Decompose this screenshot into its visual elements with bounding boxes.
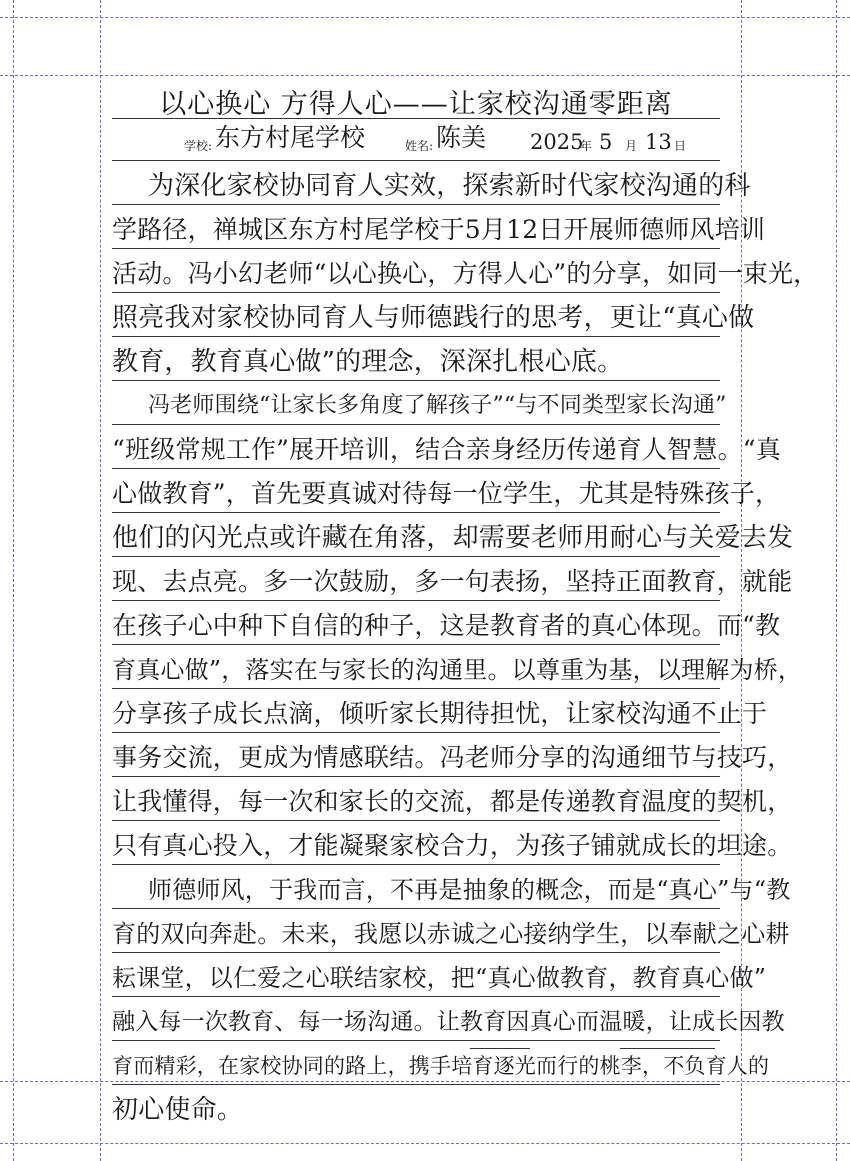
dashed-cut-guide-top-inner [0, 75, 850, 76]
essay-line: 他们的闪光点或许藏在角落，却需要老师用耐心与关爱去发 [112, 523, 794, 553]
essay-line: 照亮我对家校协同育人与师德践行的思考，更让“真心做 [112, 303, 755, 333]
info-line [112, 124, 720, 160]
essay-line: 为深化家校协同育人实效，探索新时代家校沟通的科 [148, 171, 751, 201]
essay-line: 心做教育”，首先要真诚对待每一位学生，尤其是特殊孩子， [112, 479, 781, 508]
essay-line: 事务交流，更成为情感联结。冯老师分享的沟通细节与技巧， [112, 743, 793, 772]
dashed-cut-guide-bottom-outer [0, 1143, 850, 1144]
dashed-cut-guide-left-inner [100, 0, 101, 1161]
essay-line: 育而精彩，在家校协同的路上，携手培育逐光而行的桃李，不负育人的 [112, 1054, 770, 1078]
essay-line: 在孩子心中种下自信的种子，这是教育者的真心体现。而“教 [112, 611, 781, 640]
essay-line: 冯老师围绕“让家长多角度了解孩子”“与不同类型家长沟通” [148, 393, 727, 418]
school-name: 东方村尾学校 [215, 123, 366, 152]
date-day: 13 [645, 130, 672, 154]
essay-line: 育的双向奔赴。未来，我愿以赤诚之心接纳学生，以奉献之心耕 [112, 920, 790, 948]
day-unit: 日 [674, 139, 687, 153]
essay-line: 耘课堂，以仁爱之心联结家校，把“真心做教育，教育真心做” [112, 964, 767, 992]
essay-line: “班级常规工作”展开培训，结合亲身经历传递育人智慧。“真 [112, 435, 781, 464]
essay-line: 初心使命。 [112, 1095, 244, 1125]
dashed-cut-guide-right-outer [836, 0, 837, 1161]
essay-line: 融入每一次教育、每一场沟通。让教育因真心而温暖，让成长因教 [112, 1009, 785, 1035]
essay-line: 现、去点亮。多一次鼓励，多一句表扬，坚持正面教育，就能 [112, 567, 793, 596]
essay-line: 育真心做”，落实在与家长的沟通里。以尊重为基，以理解为桥， [112, 656, 803, 684]
dashed-cut-guide-left-outer [13, 0, 14, 1161]
essay-line: 让我懂得，每一次和家长的交流，都是传递教育温度的契机， [112, 787, 793, 816]
date-month: 5 [599, 130, 613, 154]
essay-line: 活动。冯小幻老师“以心换心，方得人心”的分享，如同一束光， [112, 259, 819, 288]
date-year: 2025 [530, 130, 584, 154]
author-name: 陈美 [436, 123, 487, 152]
month-unit: 月 [625, 139, 638, 153]
essay-line: 师德师风，于我而言，不再是抽象的概念，而是“真心”与“教 [148, 876, 791, 904]
dashed-cut-guide-top-outer [0, 17, 850, 18]
school-label: 学校: [184, 139, 213, 153]
essay-title: 以心换心 方得人心——让家校沟通零距离 [159, 89, 673, 120]
essay-line: 学路径，禅城区东方村尾学校于5月12日开展师德师风培训 [112, 215, 766, 244]
year-unit: 年 [580, 139, 593, 153]
essay-line: 分享孩子成长点滴，倾听家长期待担忧，让家校沟通不止于 [112, 699, 768, 728]
essay-line: 只有真心投入，才能凝聚家校合力，为孩子铺就成长的坦途。 [112, 831, 793, 860]
essay-body [112, 160, 819, 1128]
name-label: 姓名: [405, 139, 434, 153]
essay-line: 教育，教育真心做”的理念，深深扎根心底。 [112, 347, 624, 377]
